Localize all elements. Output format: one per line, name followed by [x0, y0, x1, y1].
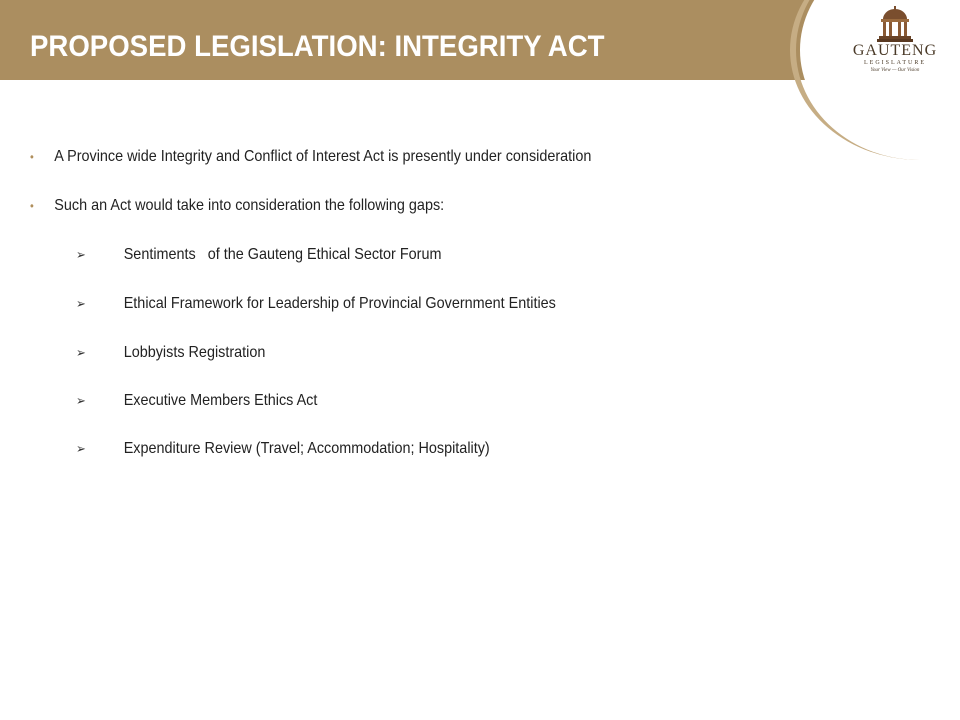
sub-list-item: [76, 392, 317, 410]
sub-list-item: [76, 295, 556, 313]
arrow-bullet-icon: ➢: [76, 296, 86, 311]
logo-subtitle: LEGISLATURE: [864, 60, 926, 66]
bullet-item: [30, 197, 444, 215]
bullet-text: Such an Act would take into consideration the following gaps:: [54, 197, 445, 214]
logo-tagline: Your View — Our Vision: [870, 68, 920, 73]
sub-list-item: [76, 440, 490, 458]
arrow-bullet-icon: ➢: [76, 441, 86, 456]
sub-item-text: Lobbyists Registration: [123, 344, 266, 361]
sub-list-item: [76, 344, 265, 362]
arrow-bullet-icon: ➢: [76, 393, 86, 408]
bullet-marker: •: [30, 199, 34, 213]
legislature-building-icon: [873, 6, 917, 42]
sub-item-text: Ethical Framework for Leadership of Provincial Government Entities: [123, 295, 556, 312]
sub-item-text: Expenditure Review (Travel; Accommodation; Hospitality): [123, 440, 490, 457]
gauteng-legislature-logo: [845, 6, 945, 86]
sub-item-text: Executive Members Ethics Act: [123, 392, 318, 409]
logo-name: GAUTENG: [852, 42, 938, 59]
arrow-bullet-icon: ➢: [76, 247, 86, 262]
bullet-item: [30, 148, 591, 166]
bullet-text: A Province wide Integrity and Conflict of Interest Act is presently under consideration: [54, 148, 592, 165]
bullet-marker: •: [30, 150, 34, 164]
arrow-bullet-icon: ➢: [76, 345, 86, 360]
sub-list-item: [76, 246, 441, 264]
page-title: PROPOSED LEGISLATION: INTEGRITY ACT: [30, 30, 605, 63]
sub-item-text: Sentiments of the Gauteng Ethical Sector Forum: [123, 246, 442, 263]
